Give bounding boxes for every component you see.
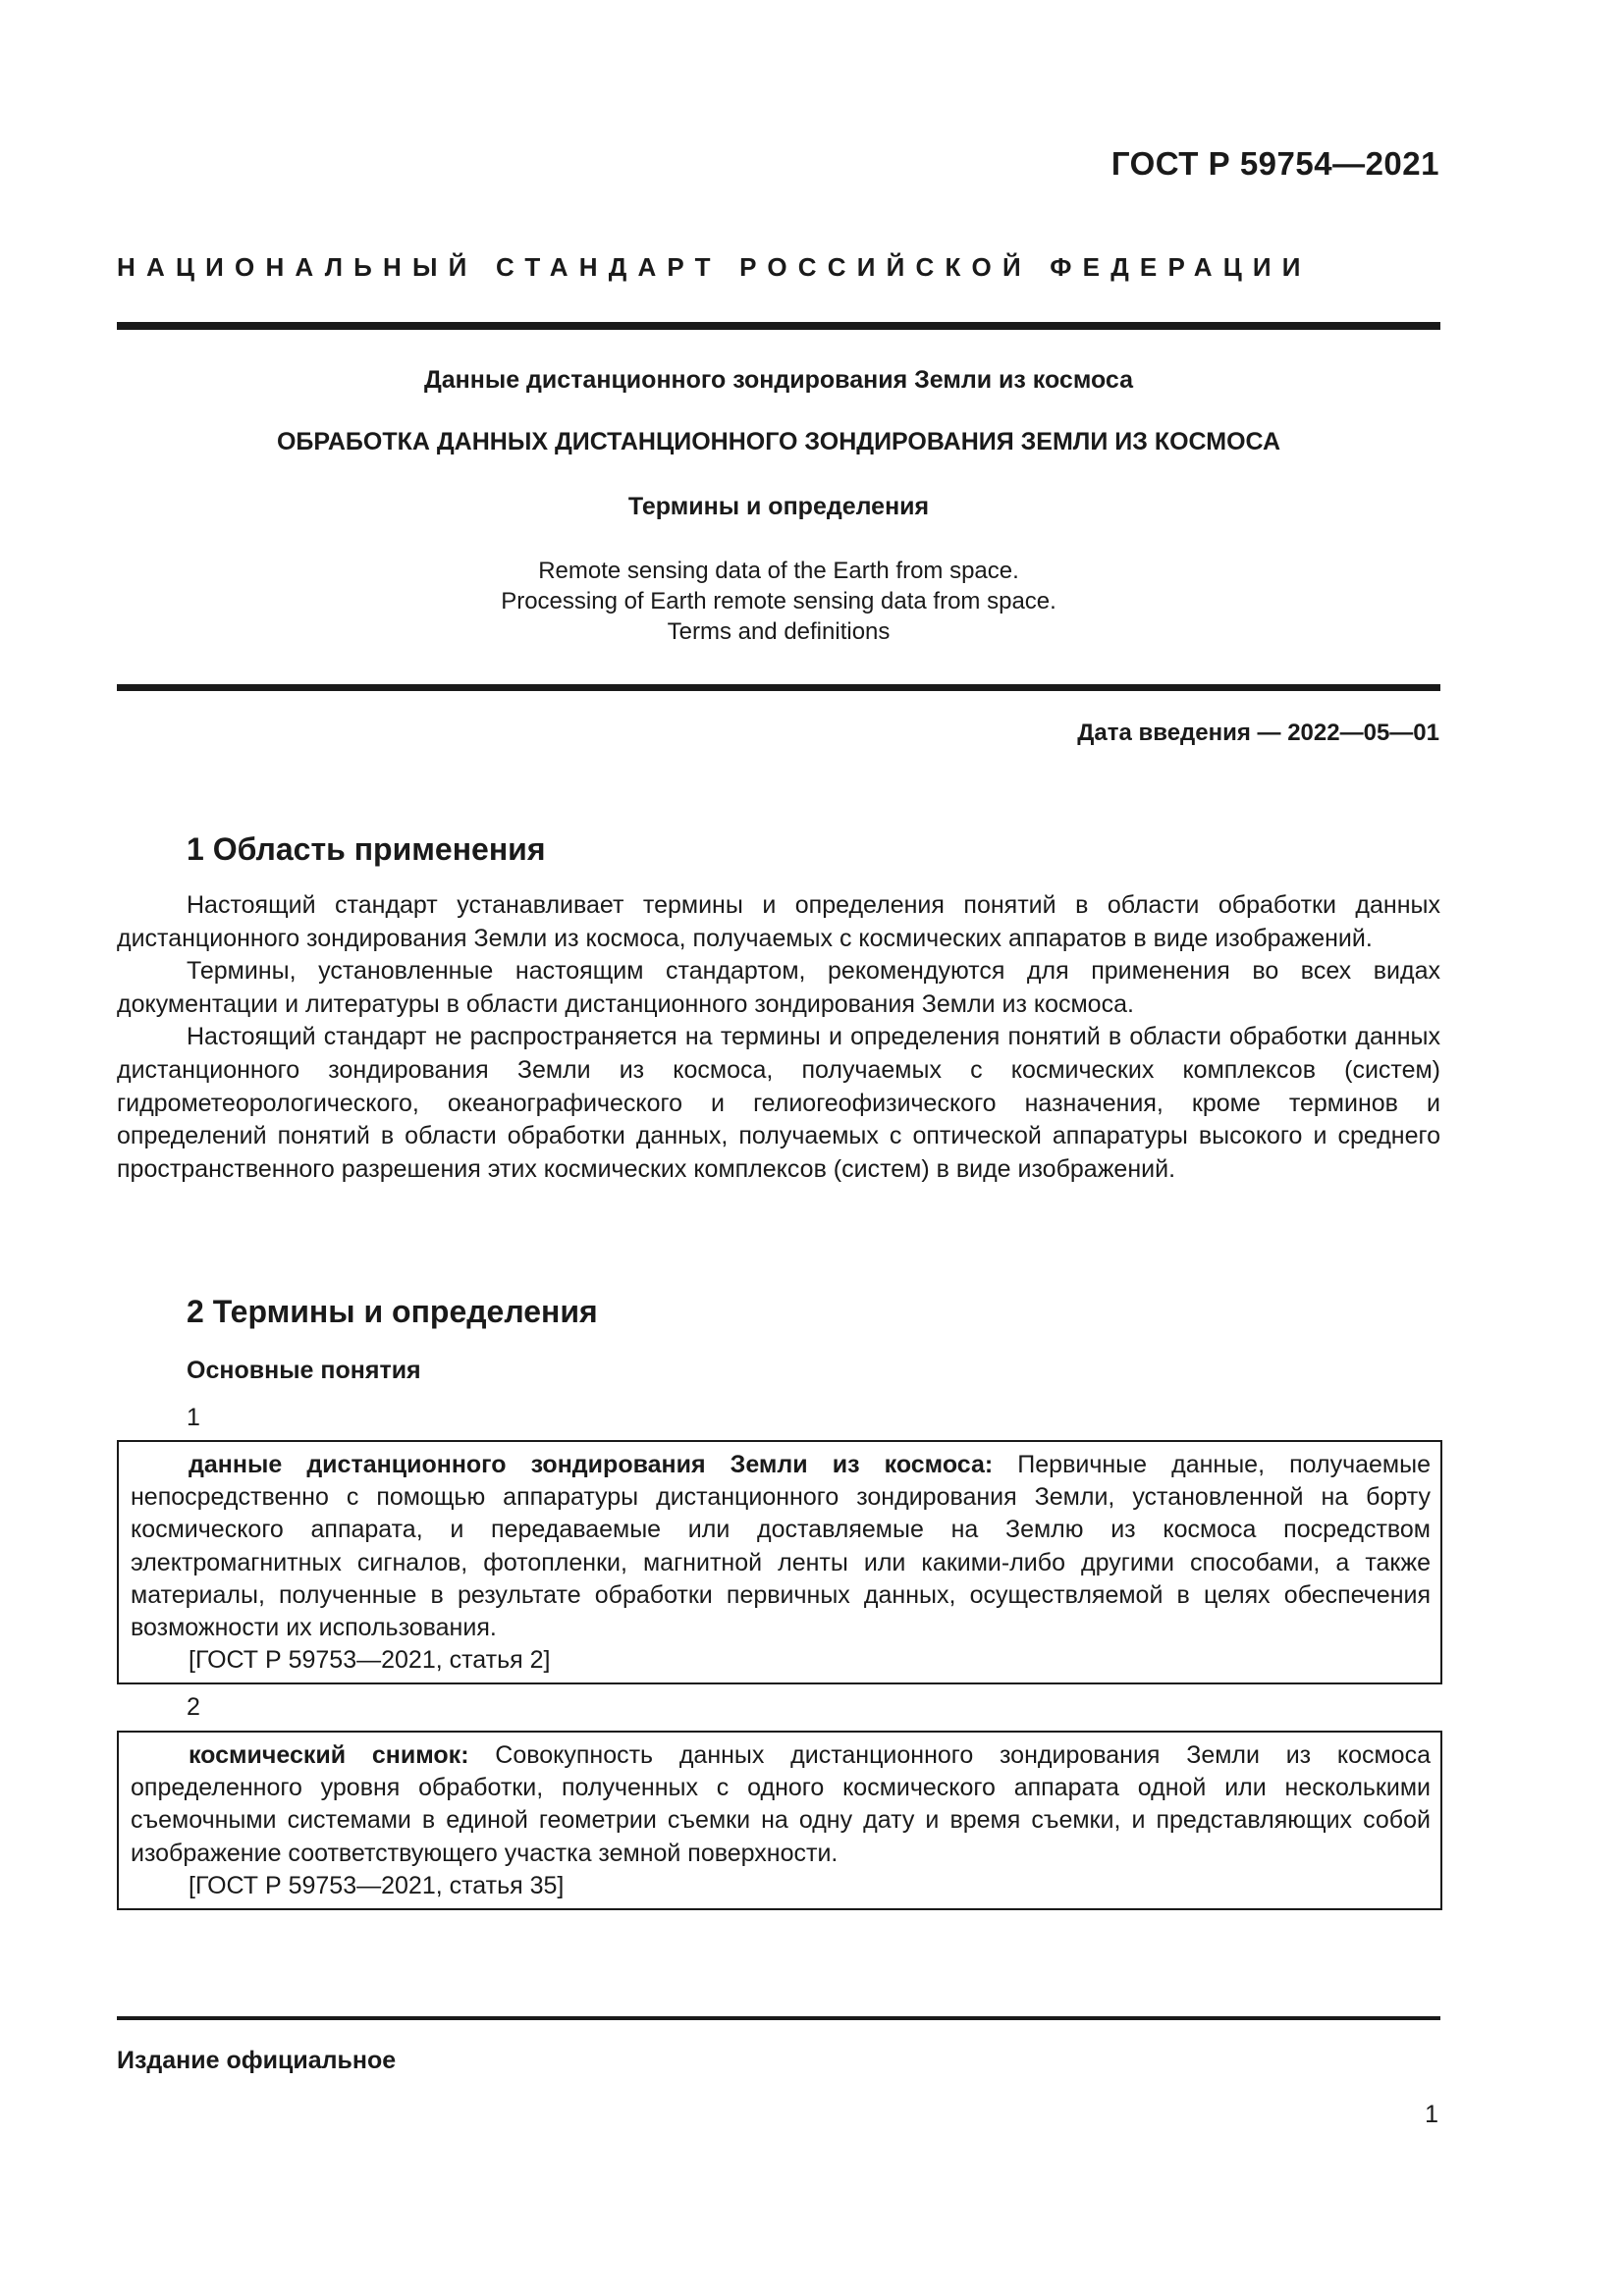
english-title-line: Terms and definitions (667, 618, 891, 645)
edition-label: Издание официальное (117, 2047, 397, 2074)
term-definition (131, 1739, 1431, 1870)
standard-number: ГОСТ Р 59754—2021 (1110, 145, 1439, 182)
term-entry-box (117, 1731, 1442, 1910)
subsection-heading: Основные понятия (187, 1357, 421, 1384)
section-2-heading: 2 Термины и определения (187, 1294, 598, 1329)
series-title: Данные дистанционного зондирования Земли из космоса (423, 366, 1134, 394)
top-divider (117, 322, 1440, 330)
term-name: данные дистанционного зондирования Земли из космоса: (189, 1451, 994, 1478)
english-title (117, 556, 1440, 647)
main-title: ОБРАБОТКА ДАННЫХ ДИСТАНЦИОННОГО ЗОНДИРОВАНИЯ ЗЕМЛИ ИЗ КОСМОСА (276, 428, 1281, 455)
term-name: космический снимок: (189, 1741, 469, 1769)
introduction-date: Дата введения — 2022—05—01 (1077, 720, 1439, 746)
definition-text: Совокупность данных дистанционного зондирования Земли из космоса определенного уровня обработки, полученных с одного космического аппарата одной или несколькими съемочными системами в единой геометрии съемки на одну дату и время съемки, и представляющих собой изображение соответствующего участка земной поверхности. (131, 1741, 1431, 1867)
term-number: 2 (187, 1693, 200, 1721)
footer-divider (117, 2016, 1440, 2020)
term-reference: [ГОСТ Р 59753—2021, статья 35] (189, 1871, 565, 1899)
paragraph: Настоящий стандарт не распространяется на термины и определения понятий в области обработки данных дистанционного зондирования Земли из космоса, получаемых с космических комплексов (систем) гидрометеорологического, океанографического и гелиогеофизического назначения, кроме терминов и определений понятий в области обработки данных, получаемых с оптической аппаратуры высокого и среднего пространственного разрешения этих космических комплексов (систем) в виде изображений. (117, 1023, 1440, 1183)
term-number: 1 (187, 1404, 200, 1431)
section-1-body (117, 889, 1440, 1186)
paragraph: Настоящий стандарт устанавливает термины и определения понятий в области обработки данных дистанционного зондирования Земли из космоса, получаемых с космических аппаратов в виде изображений. (117, 891, 1440, 952)
page-number: 1 (1425, 2101, 1438, 2128)
term-definition (131, 1449, 1431, 1644)
definition-text: Первичные данные, получаемые непосредственно с помощью аппаратуры дистанционного зондирования Земли, установленной на борту космического аппарата, и передаваемые или доставляемые на Землю из космоса посредством электромагнитных сигналов, фотопленки, магнитной ленты или какими-либо другими способами, а также материалы, полученные в результате обработки первичных данных, осуществляемой в целях обеспечения возможности их использования. (131, 1451, 1431, 1642)
title-divider (117, 684, 1440, 691)
term-reference: [ГОСТ Р 59753—2021, статья 2] (189, 1646, 551, 1675)
term-entry-box (117, 1440, 1442, 1684)
subtitle: Термины и определения (627, 493, 930, 520)
section-1-heading: 1 Область применения (187, 831, 546, 867)
english-title-line: Processing of Earth remote sensing data from space. (501, 588, 1056, 614)
paragraph: Термины, установленные настоящим стандартом, рекомендуются для применения во всех видах документации и литературы в области дистанционного зондирования Земли из космоса. (117, 957, 1440, 1018)
national-standard-title: НАЦИОНАЛЬНЫЙ СТАНДАРТ РОССИЙСКОЙ ФЕДЕРАЦИИ (117, 252, 1312, 282)
english-title-line: Remote sensing data of the Earth from space. (538, 558, 1019, 584)
